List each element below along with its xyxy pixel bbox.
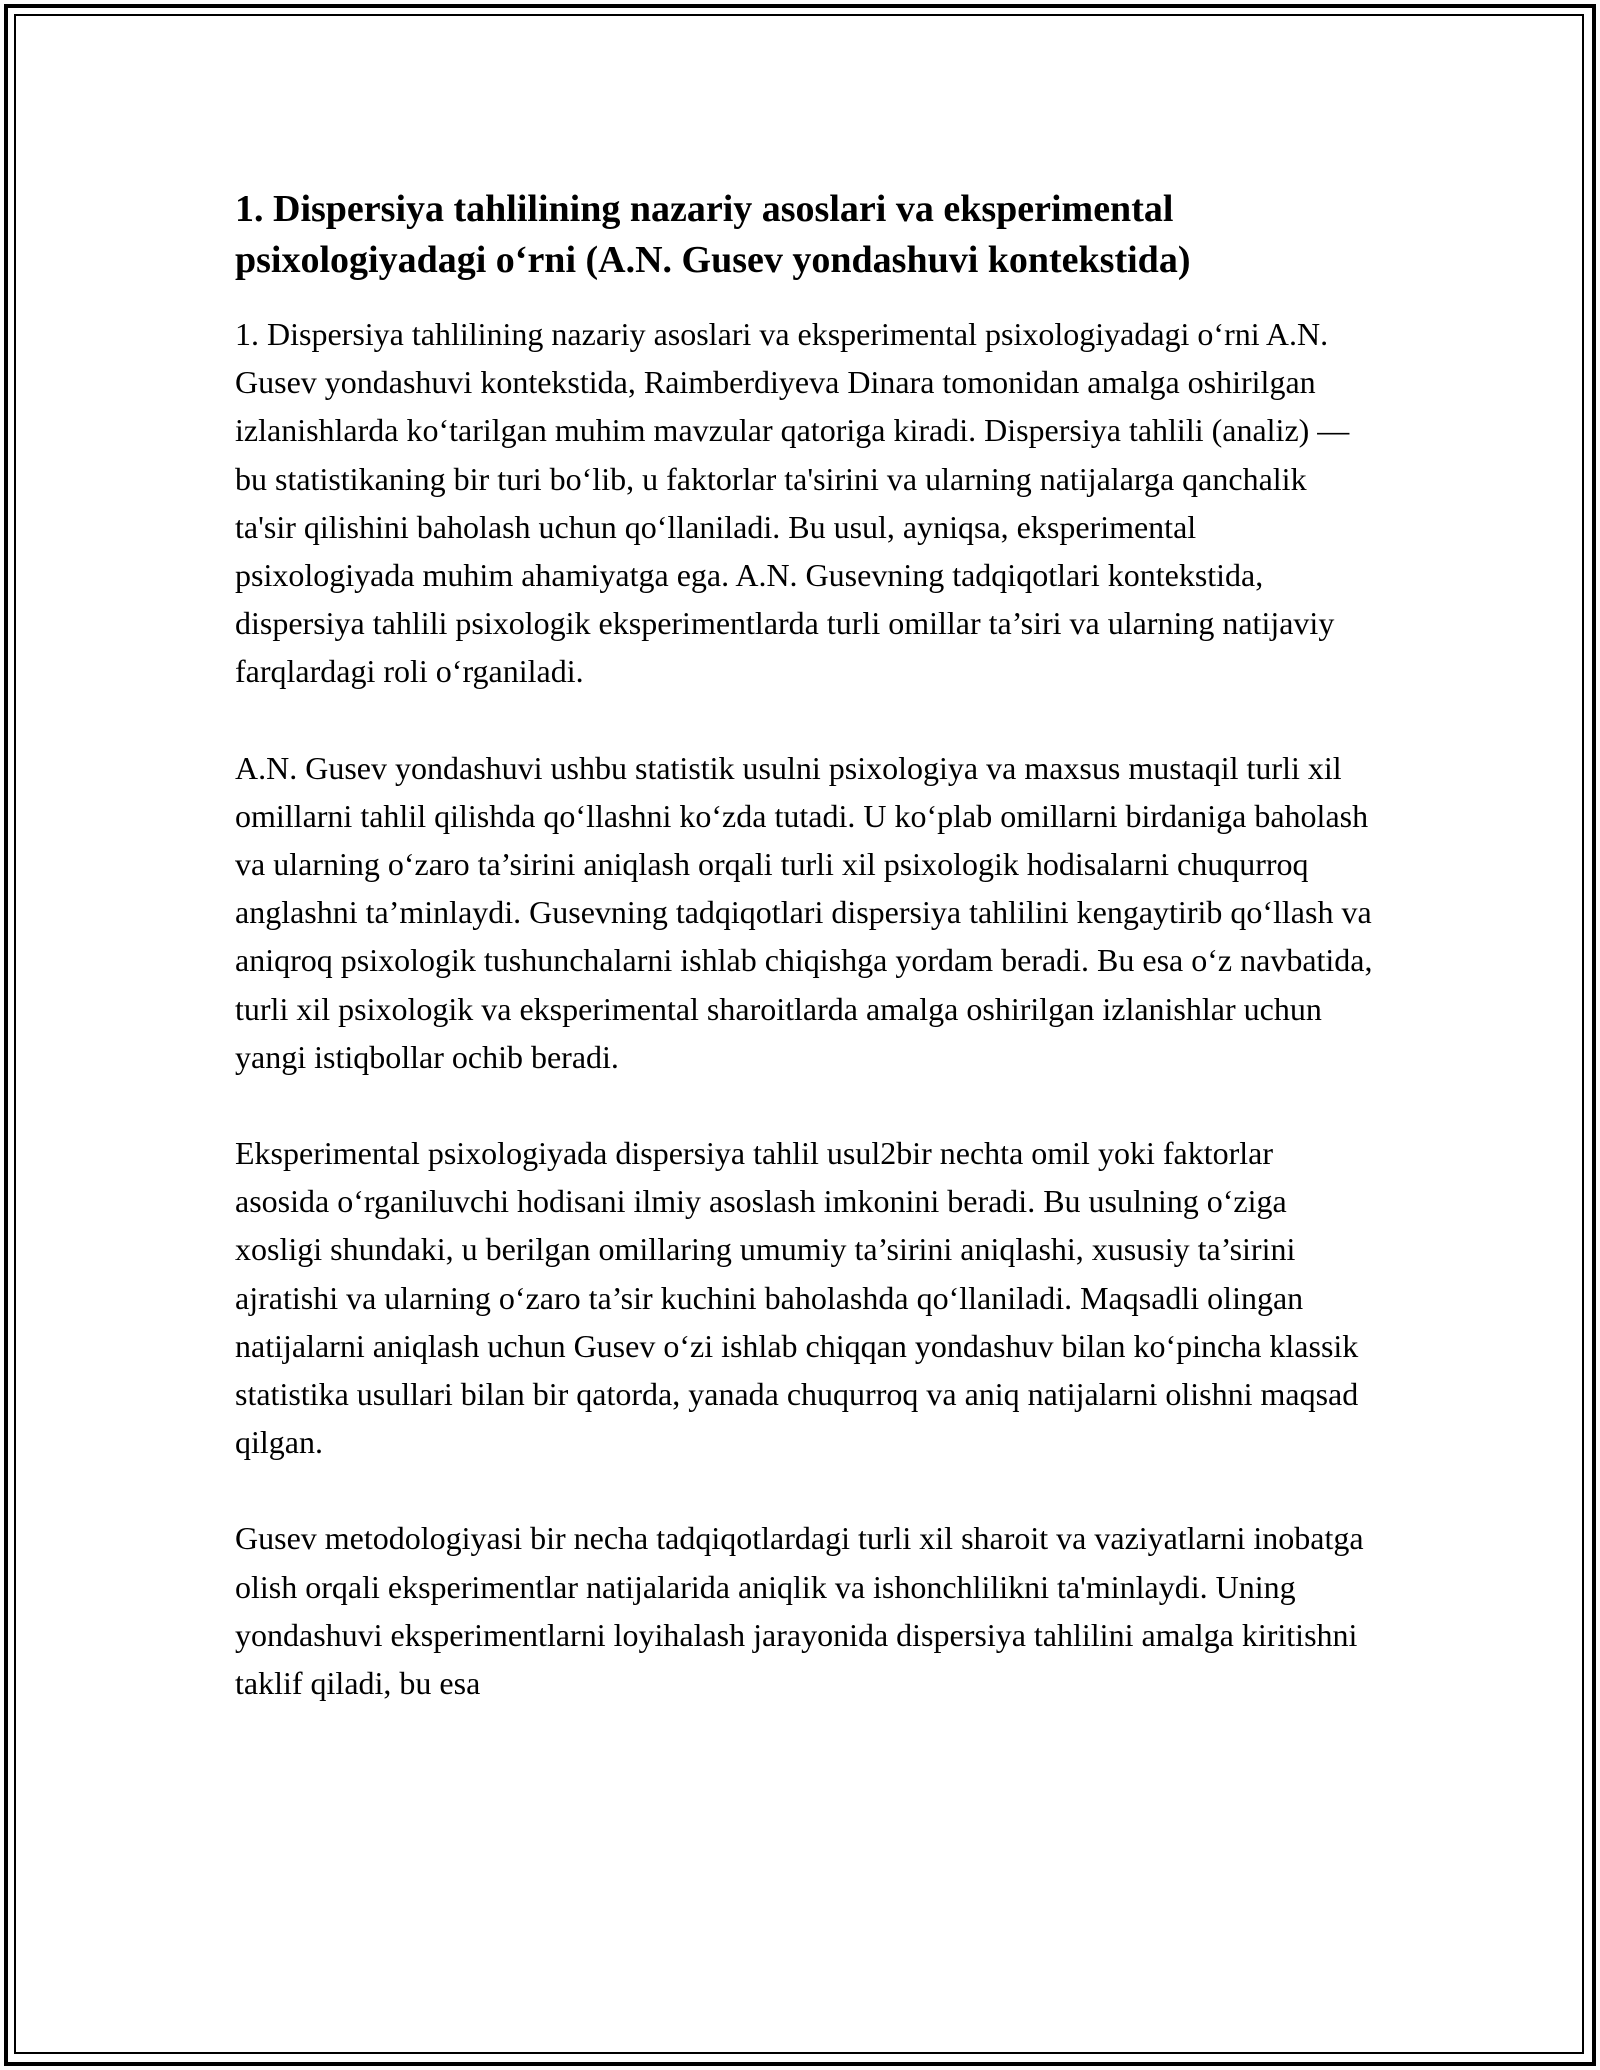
document-body xyxy=(235,184,1375,1755)
paragraph-3: Eksperimental psixologiyada dispersiya tahlil usul2bir nechta omil yoki faktorlar asosida o‘rganiluvchi hodisani ilmiy asoslash imkonini beradi. Bu usulning o‘ziga xosligi shundaki, u berilgan omillaring umumiy ta’sirini aniqlashi, xususiy ta’sirini ajratishi va ularning o‘zaro ta’sir kuchini baholashda qo‘llaniladi. Maqsadli olingan natijalarni aniqlash uchun Gusev o‘zi ishlab chiqqan yondashuv bilan ko‘pincha klassik statistika usullari bilan bir qatorda, yanada chuqurroq va aniq natijalarni olishni maqsad qilgan. xyxy=(235,1135,1359,1461)
document-title: 1. Dispersiya tahlilining nazariy asoslari va eksperimental psixologiyadagi o‘rni (A.N. Gusev yondashuvi kontekstida) xyxy=(235,188,1191,281)
paragraph-1: 1. Dispersiya tahlilining nazariy asoslari va eksperimental psixologiyadagi o‘rni A.N. Gusev yondashuvi kontekstida, Raimberdiyeva Dinara tomonidan amalga oshirilgan izlanishlarda ko‘tarilgan muhim mavzular qatoriga kiradi. Dispersiya tahlili (analiz) — bu statistikaning bir turi bo‘lib, u faktorlar ta'sirini va ularning natijalarga qanchalik ta'sir qilishini baholash uchun qo‘llaniladi. Bu usul, ayniqsa, eksperimental psixologiyada muhim ahamiyatga ega. A.N. Gusevning tadqiqotlari kontekstida, dispersiya tahlili psixologik eksperimentlarda turli omillar ta’siri va ularning natijaviy farqlardagi roli o‘rganiladi. xyxy=(235,316,1350,690)
paragraph-2: A.N. Gusev yondashuvi ushbu statistik usulni psixologiya va maxsus mustaqil turli xil omillarni tahlil qilishda qo‘llashni ko‘zda tutadi. U ko‘plab omillarni birdaniga baholash va ularning o‘zaro ta’sirini aniqlash orqali turli xil psixologik hodisalarni chuqurroq anglashni ta’minlaydi. Gusevning tadqiqotlari dispersiya tahlilini kengaytirib qo‘llash va aniqroq psixologik tushunchalarni ishlab chiqishga yordam beradi. Bu esa o‘z navbatida, turli xil psixologik va eksperimental sharoitlarda amalga oshirilgan izlanishlar uchun yangi istiqbollar ochib beradi. xyxy=(235,749,1373,1075)
paragraph-4: Gusev metodologiyasi bir necha tadqiqotlardagi turli xil sharoit va vaziyatlarni inobatga olish orqali eksperimentlar natijalarida aniqlik va ishonchlilikni ta'minlaydi. Uning yondashuvi eksperimentlarni loyihalash jarayonida dispersiya tahlilini amalga kiritishni taklif qiladi, bu esa xyxy=(235,1520,1364,1702)
